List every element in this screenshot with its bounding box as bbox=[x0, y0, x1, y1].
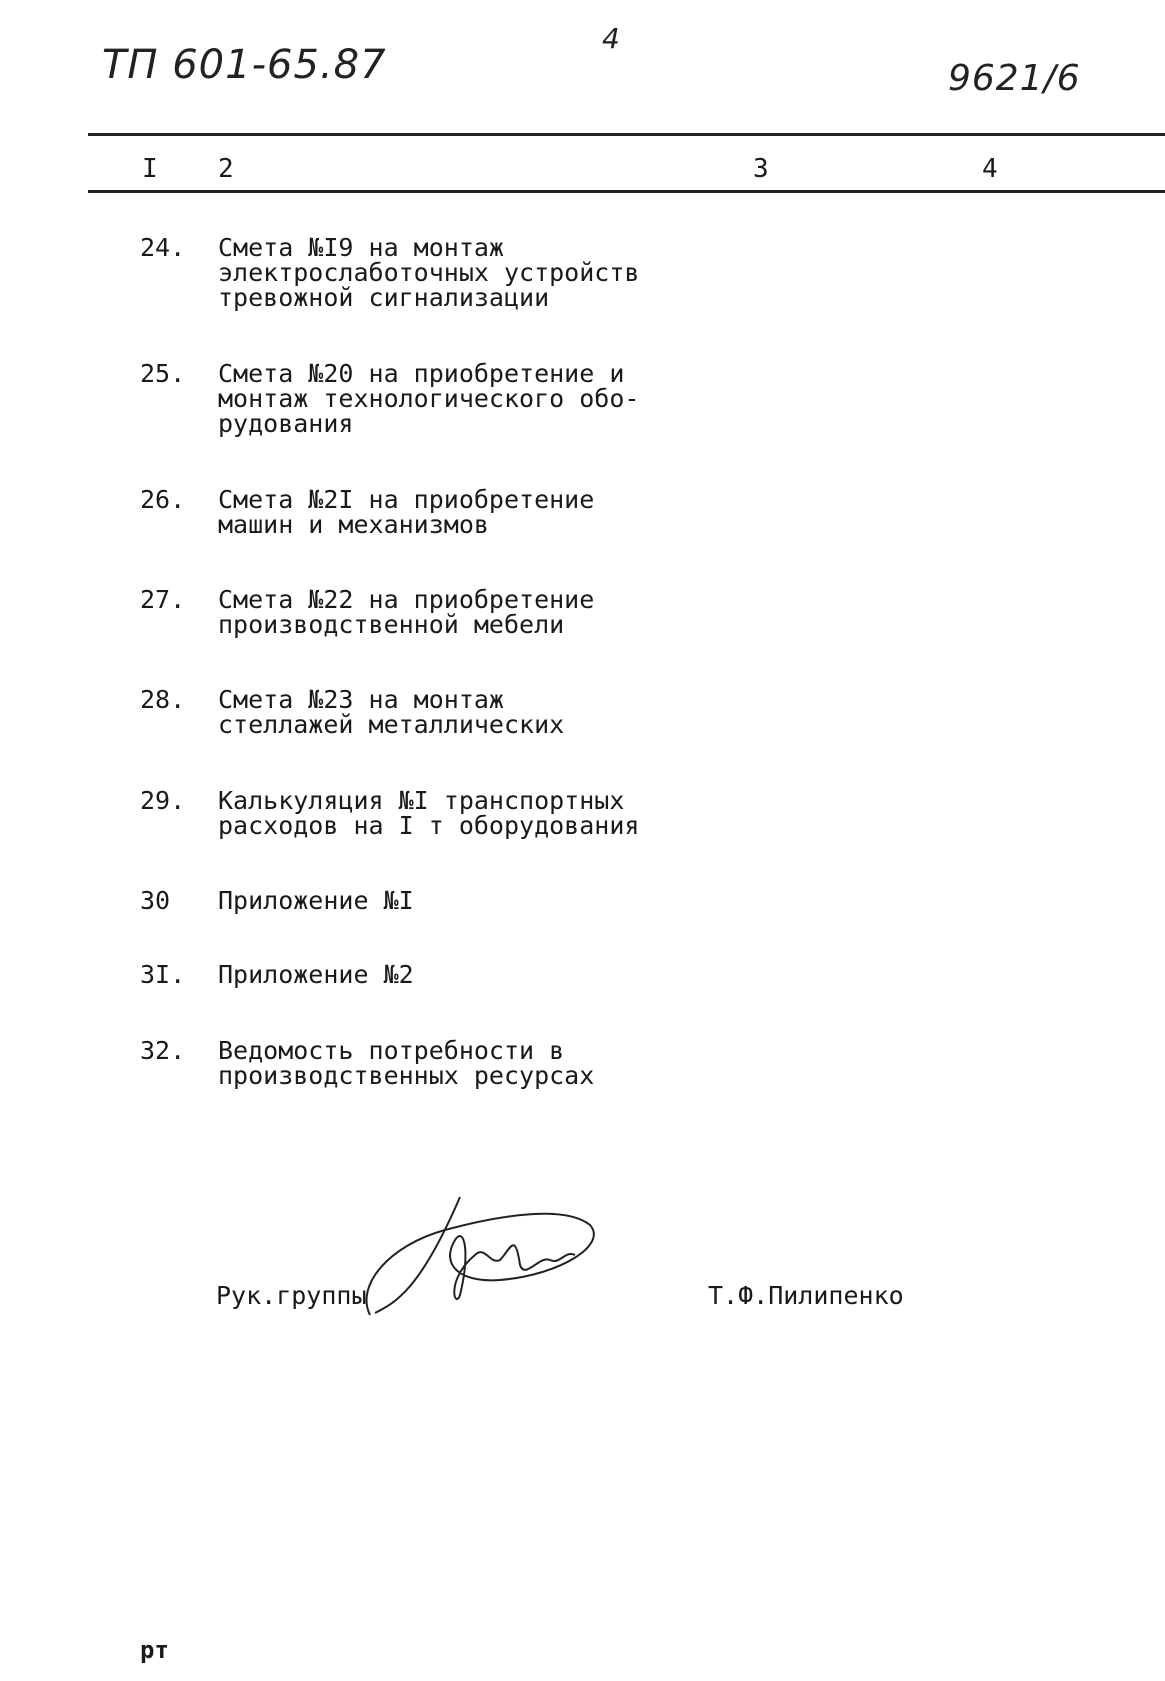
item-text: Смета №20 на приобретение и монтаж технологического обо- рудования bbox=[218, 359, 640, 438]
item-number: 26. bbox=[140, 485, 186, 514]
item-text: Смета №I9 на монтаж электрослаботочных устройств тревожной сигнализации bbox=[218, 233, 640, 312]
item-number: 29. bbox=[140, 786, 186, 815]
item-text: Смета №23 на монтаж стеллажей металлических bbox=[218, 685, 565, 739]
item-text: Калькуляция №I транспортных расходов на I т оборудования bbox=[218, 786, 640, 840]
column-header-3: 3 bbox=[753, 154, 769, 184]
signature-image bbox=[350, 1185, 610, 1335]
item-text: Смета №2I на приобретение машин и механизмов bbox=[218, 485, 595, 539]
column-header-4: 4 bbox=[982, 154, 998, 184]
item-number: 24. bbox=[140, 233, 186, 262]
item-text: Ведомость потребности в производственных ресурсах bbox=[218, 1036, 595, 1090]
reference-number: 9621/6 bbox=[948, 58, 1081, 99]
document-code: ТП 601-65.87 bbox=[102, 42, 387, 88]
table-header-rule bbox=[88, 190, 1165, 193]
item-text: Приложение №I bbox=[218, 886, 414, 915]
item-number: 28. bbox=[140, 685, 186, 714]
table-top-rule bbox=[88, 133, 1165, 136]
item-number: 3I. bbox=[140, 960, 186, 989]
signatory-name: Т.Ф.Пилипенко bbox=[708, 1281, 904, 1310]
item-number: 27. bbox=[140, 585, 186, 614]
column-header-2: 2 bbox=[218, 154, 234, 184]
page-number: 4 bbox=[602, 22, 620, 55]
item-number: 25. bbox=[140, 359, 186, 388]
item-number: 32. bbox=[140, 1036, 186, 1065]
signoff-label: Рук.группы bbox=[216, 1281, 367, 1310]
column-header-1: I bbox=[142, 154, 158, 184]
item-text: Приложение №2 bbox=[218, 960, 414, 989]
item-text: Смета №22 на приобретение производственной мебели bbox=[218, 585, 595, 639]
footer-mark: рт bbox=[140, 1636, 169, 1664]
item-number: 30 bbox=[140, 886, 171, 915]
